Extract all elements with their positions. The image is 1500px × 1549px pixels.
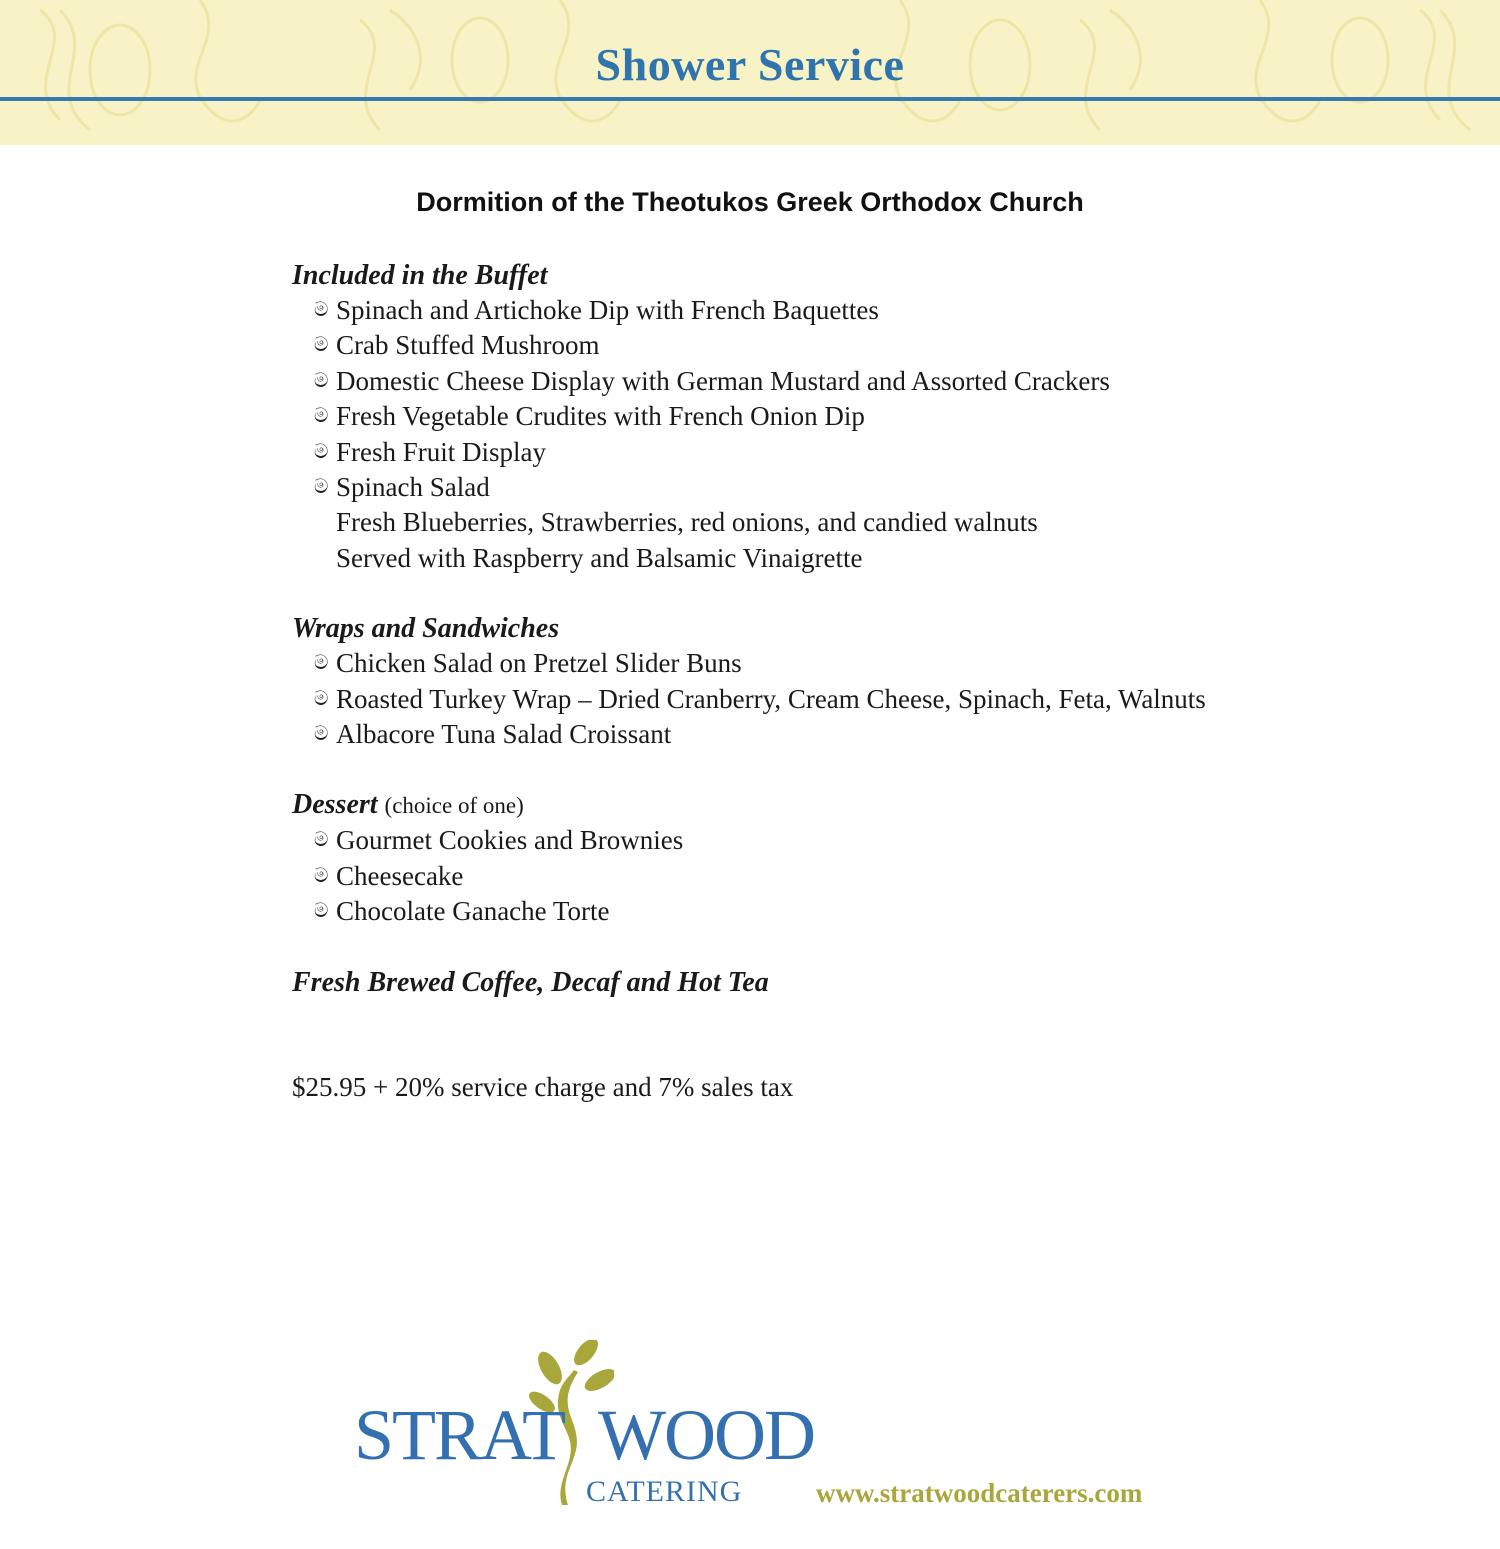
salad-description: Fresh Blueberries, Strawberries, red onions, and candied walnuts bbox=[336, 507, 1038, 538]
list-item: ම Gourmet Cookies and Brownies bbox=[314, 823, 1292, 858]
leaf-bullet-icon: ම bbox=[314, 652, 329, 675]
leaf-bullet-icon: ම bbox=[314, 369, 329, 392]
leaf-bullet-icon: ම bbox=[314, 723, 329, 746]
section-title-beverages: Fresh Brewed Coffee, Decaf and Hot Tea bbox=[292, 966, 769, 998]
section-title-wraps: Wraps and Sandwiches bbox=[292, 613, 560, 645]
logo-catering-text: CATERING bbox=[586, 1475, 743, 1508]
leaf-bullet-icon: ම bbox=[314, 405, 329, 428]
list-item: ම Spinach and Artichoke Dip with French Baquettes bbox=[314, 293, 1292, 328]
venue-subtitle: Dormition of the Theotukos Greek Orthodox Church bbox=[416, 187, 1084, 217]
website-link[interactable]: www.stratwoodcaterers.com bbox=[816, 1478, 1143, 1508]
leaf-bullet-icon: ම bbox=[314, 334, 329, 357]
leaf-bullet-icon: ම bbox=[314, 687, 329, 710]
logo-strat-text: STRAT bbox=[354, 1395, 565, 1475]
page-title: Shower Service bbox=[595, 39, 905, 90]
section-wraps bbox=[292, 611, 1292, 752]
header-divider bbox=[0, 97, 1500, 101]
section-title-dessert: Dessert (choice of one) bbox=[292, 789, 524, 821]
logo-wood-text: WOOD bbox=[598, 1395, 814, 1475]
section-title-buffet: Included in the Buffet bbox=[292, 260, 548, 291]
list-item: ම Albacore Tuna Salad Croissant bbox=[314, 717, 1292, 752]
wraps-list bbox=[292, 646, 1292, 752]
leaf-bullet-icon: ම bbox=[314, 440, 329, 463]
stratwood-logo bbox=[354, 1340, 814, 1520]
header-band bbox=[0, 0, 1500, 145]
list-item: ම Chocolate Ganache Torte bbox=[314, 894, 1292, 929]
section-dessert bbox=[292, 787, 1292, 929]
list-item: ම Crab Stuffed Mushroom bbox=[314, 328, 1292, 363]
list-item: ම Spinach Salad bbox=[314, 470, 1292, 505]
price-line: $25.95 + 20% service charge and 7% sales tax bbox=[292, 1072, 794, 1102]
buffet-list bbox=[292, 293, 1292, 505]
list-item: ම Domestic Cheese Display with German Mustard and Assorted Crackers bbox=[314, 364, 1292, 399]
section-beverages bbox=[292, 965, 1292, 1000]
list-item: ම Fresh Fruit Display bbox=[314, 435, 1292, 470]
leaf-bullet-icon: ම bbox=[314, 476, 329, 499]
leaf-bullet-icon: ම bbox=[314, 900, 329, 923]
section-buffet bbox=[292, 258, 1292, 576]
list-item: ම Cheesecake bbox=[314, 859, 1292, 894]
salad-dressing: Served with Raspberry and Balsamic Vinaigrette bbox=[336, 542, 863, 573]
leaf-bullet-icon: ම bbox=[314, 299, 329, 321]
menu-content bbox=[292, 258, 1292, 1035]
list-item: ම Fresh Vegetable Crudites with French Onion Dip bbox=[314, 399, 1292, 434]
list-item: ම Roasted Turkey Wrap – Dried Cranberry, Cream Cheese, Spinach, Feta, Walnuts bbox=[314, 682, 1292, 717]
dessert-note: (choice of one) bbox=[384, 793, 524, 819]
leaf-bullet-icon: ම bbox=[314, 864, 329, 887]
leaf-bullet-icon: ම bbox=[314, 829, 329, 852]
dessert-list bbox=[292, 823, 1292, 929]
list-item: ම Chicken Salad on Pretzel Slider Buns bbox=[314, 646, 1292, 681]
